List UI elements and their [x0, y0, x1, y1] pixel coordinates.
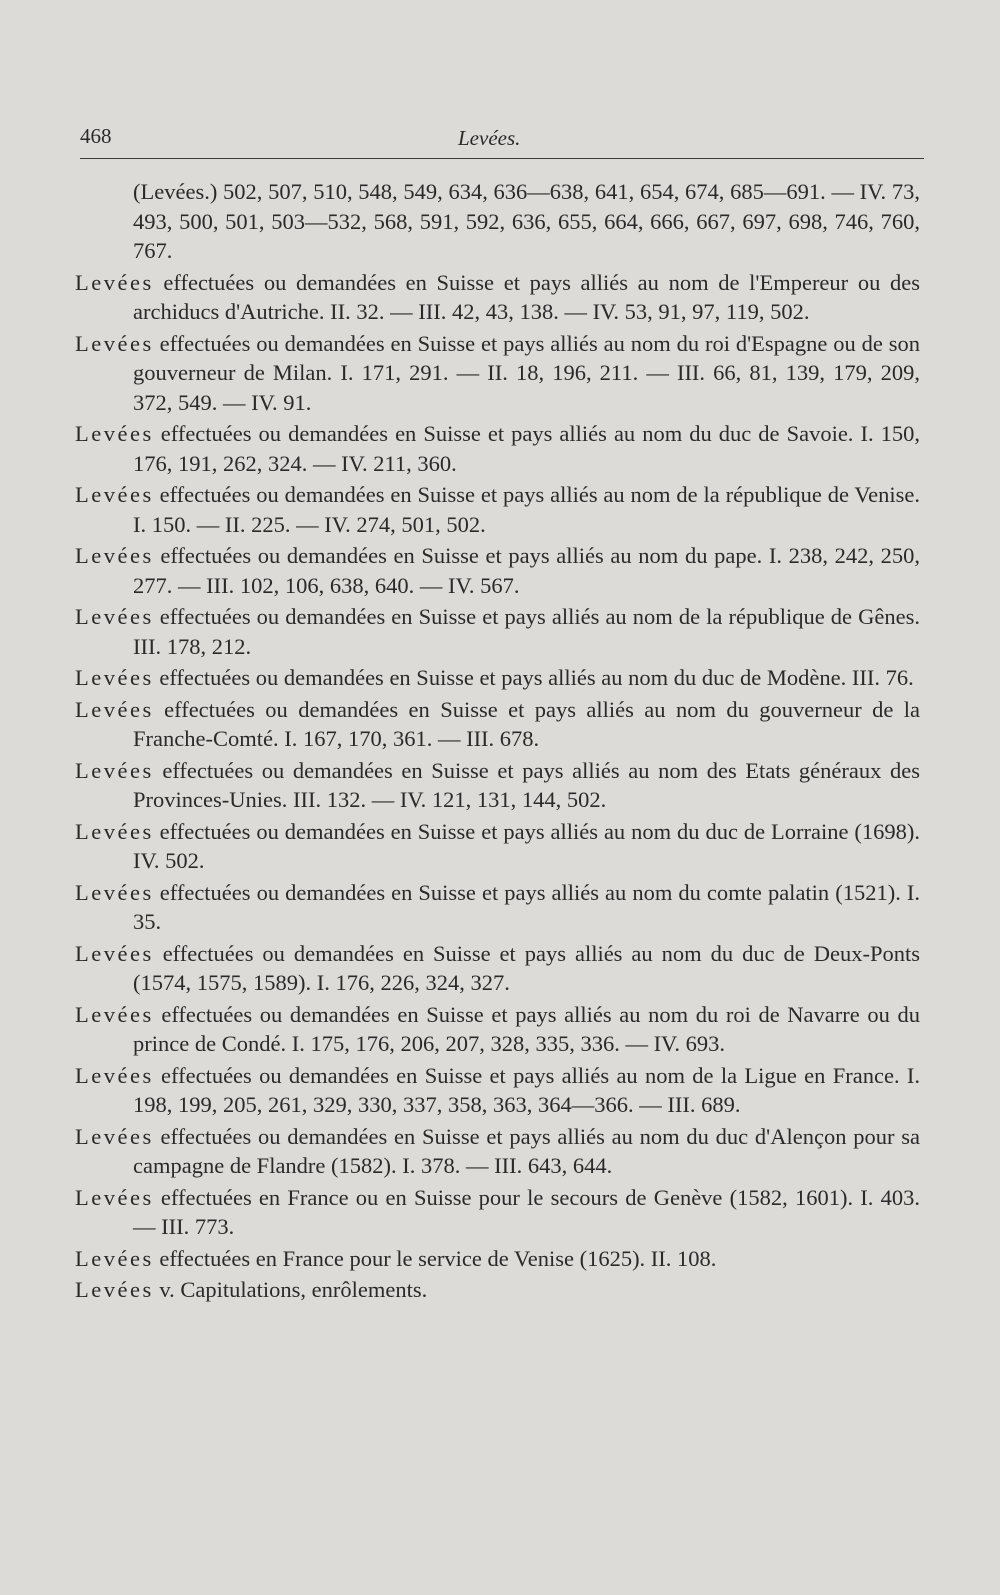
index-entry — [75, 878, 920, 937]
index-entry — [75, 756, 920, 815]
entry-head: Levées — [75, 1001, 154, 1027]
entry-text: effectuées ou demandées en Suisse et pays alliés au nom du duc de Deux-Ponts (1574, 1575, 1589). I. 176, 226, 324, 327. — [133, 940, 920, 995]
entry-head: Levées — [75, 330, 154, 356]
page-header — [80, 118, 924, 159]
index-entry — [75, 602, 920, 661]
entry-text: effectuées ou demandées en Suisse et pays alliés au nom du comte palatin (1521). I. 35. — [133, 879, 920, 934]
index-entry — [75, 1000, 920, 1059]
entry-head: Levées — [75, 940, 154, 966]
entry-text: effectuées en France ou en Suisse pour le secours de Genève (1582, 1601). I. 403. — III. 773. — [133, 1184, 920, 1239]
entry-text: effectuées ou demandées en Suisse et pays alliés au nom du roi de Navarre ou du prince de Condé. I. 175, 176, 206, 207, 328, 335, 336. — IV. 693. — [133, 1001, 920, 1056]
index-entry — [75, 480, 920, 539]
entry-head: Levées — [75, 1062, 154, 1088]
entry-text: effectuées ou demandées en Suisse et pays alliés au nom du duc de Savoie. I. 150, 176, 191, 262, 324. — IV. 211, 360. — [133, 421, 920, 476]
index-entry — [75, 663, 920, 693]
entry-text: effectuées ou demandées en Suisse et pays alliés au nom des Etats généraux des Provinces-Unies. III. 132. — IV. 121, 131, 144, 502. — [133, 757, 920, 812]
entry-text: effectuées ou demandées en Suisse et pays alliés au nom du duc de Modène. III. 76. — [153, 665, 914, 690]
entry-text: effectuées ou demandées en Suisse et pays alliés au nom du gouverneur de la Franche-Comté. I. 167, 170, 361. — III. 678. — [133, 696, 920, 751]
entry-text: effectuées ou demandées en Suisse et pays alliés au nom du pape. I. 238, 242, 250, 277. — III. 102, 106, 638, 640. — IV. 567. — [133, 543, 920, 598]
index-entry — [75, 177, 920, 266]
index-entry — [75, 541, 920, 600]
entry-head: Levées — [75, 757, 154, 783]
index-entry — [75, 419, 920, 478]
index-entry — [75, 939, 920, 998]
index-entry — [75, 817, 920, 876]
index-entry — [75, 329, 920, 418]
entry-text: effectuées ou demandées en Suisse et pays alliés au nom du duc de Lorraine (1698). IV. 502. — [133, 818, 920, 873]
index-entries — [75, 177, 920, 1305]
entry-text: effectuées ou demandées en Suisse et pays alliés au nom de la république de Venise. I. 150. — II. 225. — IV. 274, 501, 502. — [133, 482, 920, 537]
entry-head: Levées — [75, 696, 154, 722]
index-entry — [75, 268, 920, 327]
index-entry — [75, 1122, 920, 1181]
page-number: 468 — [80, 124, 112, 148]
entry-text: effectuées ou demandées en Suisse et pays alliés au nom du duc d'Alençon pour sa campagne de Flandre (1582). I. 378. — III. 643, 644. — [133, 1123, 920, 1178]
entry-head: Levées — [75, 1245, 154, 1271]
index-entry — [75, 695, 920, 754]
entry-head: Levées — [75, 421, 154, 446]
entry-text: v. Capitulations, enrôlements. — [153, 1277, 428, 1302]
entry-text: effectuées en France pour le service de Venise (1625). II. 108. — [153, 1245, 717, 1271]
entry-head: Levées — [75, 269, 154, 295]
entry-head: Levées — [75, 1184, 154, 1210]
entry-text: effectuées ou demandées en Suisse et pays alliés au nom de la république de Gênes. III. 178, 212. — [133, 604, 920, 659]
entry-head: Levées — [75, 665, 154, 690]
entry-head: Levées — [75, 879, 154, 905]
entry-head: Levées — [75, 543, 154, 568]
entry-text: effectuées ou demandées en Suisse et pays alliés au nom de l'Empereur ou des archiducs d'Autriche. II. 32. — III. 42, 43, 138. — IV. 53, 91, 97, 119, 502. — [133, 269, 920, 324]
entry-text: effectuées ou demandées en Suisse et pays alliés au nom de la Ligue en France. I. 198, 199, 205, 261, 329, 330, 337, 358, 363, 364—366. — III. 689. — [133, 1062, 920, 1117]
entry-text: (Levées.) 502, 507, 510, 548, 549, 634, 636—638, 641, 654, 674, 685—691. — IV. 73, 493, 500, 501, 503—532, 568, 591, 592, 636, 655, 664, 666, 667, 697, 698, 746, 760, 767. — [133, 179, 920, 263]
entry-head: Levées — [75, 604, 154, 629]
entry-head: Levées — [75, 1277, 154, 1302]
index-entry — [75, 1275, 920, 1305]
index-entry — [75, 1244, 920, 1274]
index-entry — [75, 1061, 920, 1120]
entry-head: Levées — [75, 818, 154, 844]
entry-head: Levées — [75, 1123, 154, 1149]
running-title: Levées. — [458, 126, 521, 150]
index-entry — [75, 1183, 920, 1242]
entry-head: Levées — [75, 482, 154, 507]
entry-text: effectuées ou demandées en Suisse et pays alliés au nom du roi d'Espagne ou de son gouverneur de Milan. I. 171, 291. — II. 18, 196, 211. — III. 66, 81, 139, 179, 209, 372, 549. — IV. 91. — [133, 330, 920, 415]
